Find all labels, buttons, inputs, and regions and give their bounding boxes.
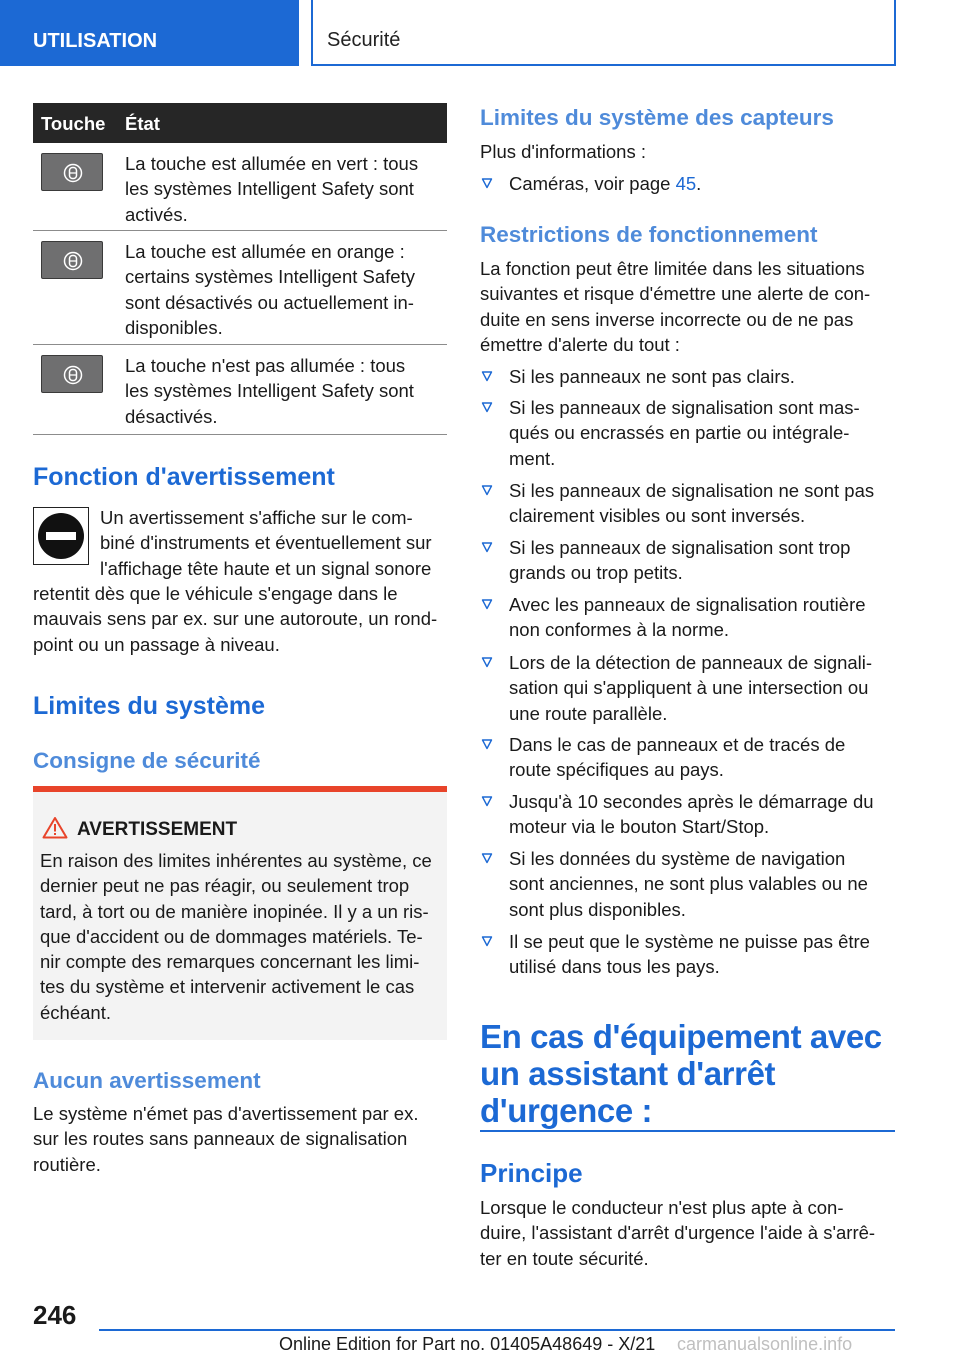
principle-text: Lorsque le conducteur n'est plus apte à con‐ duire, l'assistant d'arrêt d'urgence l'aide à s'arrê‐ ter en toute sécurité. (480, 1197, 876, 1269)
heading-no-warning: Aucun avertissement (33, 1068, 261, 1093)
heading-emergency-stop: En cas d'équipement avec un assistant d'arrêt d'urgence : (480, 1018, 882, 1129)
bullet-triangle-icon (481, 541, 493, 553)
page-header (0, 0, 960, 66)
heading-sensor-limits: Limites du système des capteurs (480, 105, 834, 130)
bullet-triangle-icon (481, 598, 493, 610)
table-cell-state: La touche est allumée en vert : tous les systèmes Intelligent Safety sont activés. (125, 153, 419, 225)
warning-label: AVERTISSEMENT (77, 819, 238, 840)
list-item-text: Si les données du système de navigation sont anciennes, ne sont plus valables ou ne sont plus disponibles. (509, 848, 868, 920)
table-cell-state: La touche n'est pas allumée : tous les systèmes Intelligent Safety sont désactivés. (125, 355, 414, 427)
heading-safety-notice: Consigne de sécurité (33, 748, 261, 773)
footer-edition: Online Edition for Part no. 01405A48649 - X/21 (279, 1334, 656, 1354)
heading-restrictions: Restrictions de fonctionnement (480, 222, 818, 247)
col-header-state: État (125, 113, 160, 134)
list-item-text: Si les panneaux de signalisation sont trop grands ou trop petits. (509, 537, 851, 584)
intelligent-safety-button-icon (41, 241, 103, 279)
table-header (33, 103, 447, 143)
no-warning-text: Le système n'émet pas d'avertissement par ex. sur les routes sans panneaux de signalisation routière. (33, 1103, 419, 1175)
sensor-limits-intro: Plus d'informations : (480, 141, 646, 162)
no-entry-sign-icon (33, 507, 89, 565)
bullet-triangle-icon (481, 795, 493, 807)
intelligent-safety-button-icon (41, 355, 103, 393)
watermark: carmanualsonline.info (677, 1334, 853, 1354)
table-row (33, 143, 447, 231)
heading-system-limits: Limites du système (33, 692, 266, 720)
heading-warning-function: Fonction d'avertissement (33, 463, 335, 491)
list-item-text: Si les panneaux de signalisation sont mas‐ qués ou encrassés en partie ou intégrale‐ ment. (509, 397, 860, 469)
bullet-triangle-icon (481, 484, 493, 496)
list-item-text: Il se peut que le système ne puisse pas être utilisé dans tous les pays. (509, 931, 870, 978)
footer-divider (99, 1329, 895, 1331)
section-divider (480, 1130, 895, 1132)
list-item-text: Jusqu'à 10 secondes après le démarrage du moteur via le bouton Start/Stop. (509, 791, 874, 838)
bullet-triangle-icon (481, 935, 493, 947)
page-number: 246 (33, 1300, 77, 1330)
table-row (33, 231, 447, 345)
bullet-triangle-icon (481, 738, 493, 750)
warning-function-text-top: Un avertissement s'affiche sur le com‐ biné d'instruments et éventuellement sur l'affichage tête haute et un signal sonore (100, 507, 432, 579)
list-item-text: Si les panneaux ne sont pas clairs. (509, 366, 795, 387)
page-link[interactable]: 45 (675, 173, 697, 194)
list-item-text: Dans le cas de panneaux et de tracés de route spécifiques au pays. (509, 734, 846, 781)
restrictions-intro: La fonction peut être limitée dans les situations suivantes et risque d'émettre une alerte de con‐ duite en sens inverse incorrecte ou de ne pas émettre d'alerte du tout : (480, 258, 871, 355)
warning-triangle-icon (42, 816, 68, 839)
section-tab: UTILISATION (0, 0, 299, 66)
list-item-text: Lors de la détection de panneaux de signali‐ sation qui s'appliquent à une intersection ou une route parallèle. (509, 652, 873, 724)
list-item-text: Si les panneaux de signalisation ne sont pas clairement visibles ou sont inversés. (509, 480, 875, 527)
bullet-triangle-icon (481, 656, 493, 668)
bullet-triangle-icon (481, 370, 493, 382)
heading-principle: Principe (480, 1158, 583, 1188)
warning-text: En raison des limites inhérentes au système, ce dernier peut ne pas réagir, ou seulement trop tard, à tort ou de manière inopinée. Il y a un ris‐ que d'accident ou de dommages matériels. Te‐ nir compte des remarques concernant les limi‐ tes du système et intervenir activement le cas échéant. (40, 850, 432, 1023)
bullet-triangle-icon (481, 401, 493, 413)
table-row (33, 345, 447, 435)
bullet-triangle-icon (481, 852, 493, 864)
intelligent-safety-button-icon (41, 153, 103, 191)
warning-function-text-bottom: retentit dès que le véhicule s'engage dans le mauvais sens par ex. sur une autoroute, un rond‐ point ou un passage à niveau. (33, 583, 438, 655)
button-state-table (33, 103, 447, 435)
table-cell-state: La touche est allumée en orange : certains systèmes Intelligent Safety sont désactivés ou actuellement in‐ disponibles. (125, 241, 415, 338)
bullet-triangle-icon (481, 177, 493, 189)
warning-box (33, 786, 447, 1040)
col-header-key: Touche (41, 113, 106, 134)
chapter-title: Sécurité (311, 0, 896, 66)
list-item-text: Avec les panneaux de signalisation routière non conformes à la norme. (509, 594, 866, 641)
